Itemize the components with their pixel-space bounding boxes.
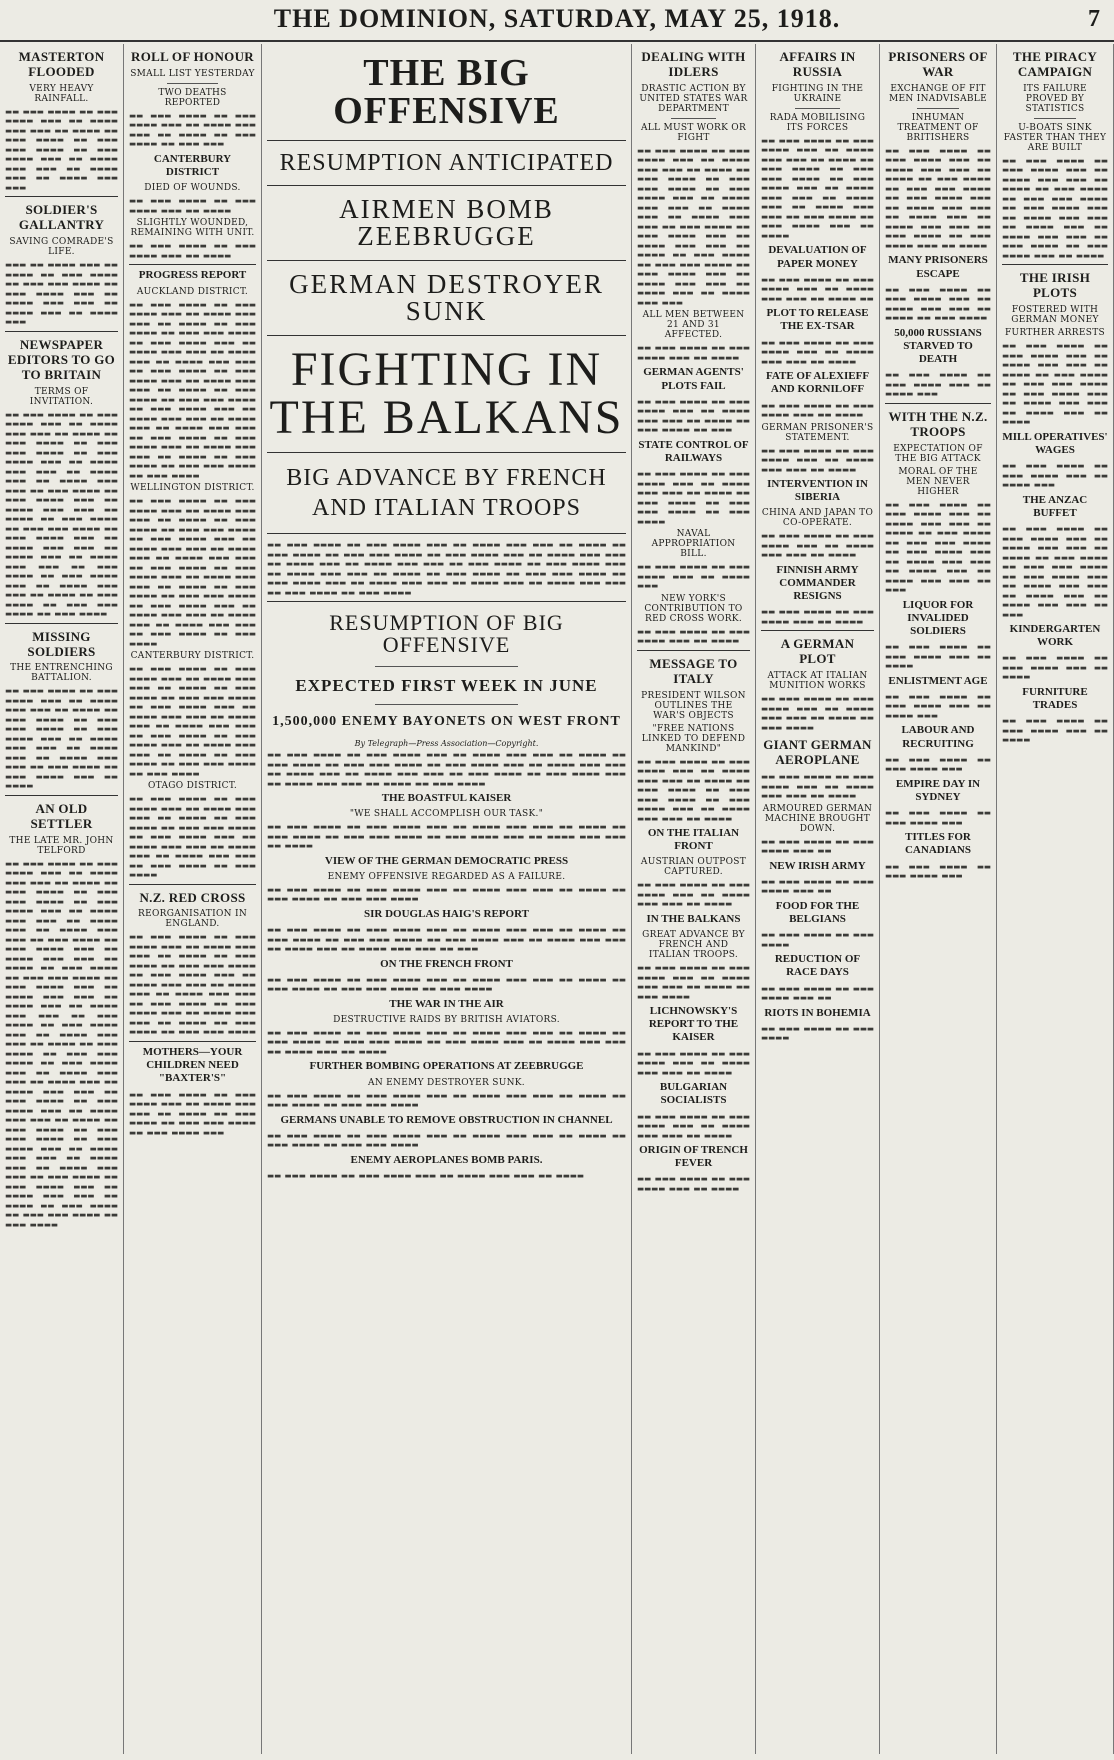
page-number: 7 [1088, 6, 1100, 32]
headline: AN OLD SETTLER [30, 800, 93, 831]
headline: SOLDIER'S GALLANTRY [18, 202, 105, 233]
section-heading: FOOD FOR THE BELGIANS [775, 899, 860, 926]
article-body: ▬▬ ▬▬▬ ▬▬▬▬ ▬▬ ▬▬▬ ▬▬▬▬ ▬▬▬ ▬▬ ▬▬▬▬ ▬▬▬ ▬▬▬ ▬▬ ▬▬▬▬ ▬▬ ▬▬▬ ▬▬▬▬ [761, 694, 874, 732]
headline: N.Z. RED CROSS [139, 889, 246, 905]
section-heading: FINNISH ARMY COMMANDER RESIGNS [776, 563, 859, 603]
article-body: ▬▬ ▬▬▬ ▬▬▬▬ ▬▬ ▬▬▬ ▬▬▬▬ ▬▬▬ ▬▬ ▬▬▬▬ ▬▬▬ ▬▬▬ ▬▬ ▬▬▬▬ ▬▬ ▬▬▬ ▬▬▬▬ ▬▬ ▬▬▬ ▬▬▬ ▬▬▬▬ ▬▬ ▬▬▬ ▬▬▬▬ ▬▬▬ ▬▬ ▬▬▬▬ ▬▬▬ ▬▬▬ ▬▬ ▬▬▬▬ [637, 756, 750, 823]
section-heading: DEVALUATION OF PAPER MONEY [768, 244, 867, 270]
article-body: ▬▬ ▬▬▬ ▬▬▬▬ ▬▬ ▬▬▬ ▬▬▬▬ ▬▬▬ ▬▬ ▬▬▬▬ ▬▬▬ ▬▬▬ ▬▬ ▬▬▬▬ ▬▬ ▬▬▬ ▬▬▬▬ ▬▬ ▬▬▬ ▬▬▬ ▬▬▬▬ ▬▬ ▬▬▬ ▬▬▬▬ ▬▬▬ ▬▬ ▬▬▬▬ ▬▬▬ ▬▬▬ ▬▬ ▬▬▬▬ ▬▬▬ ▬▬ ▬▬▬▬ ▬▬▬ ▬▬▬ ▬▬ ▬▬▬ ▬▬▬▬ ▬▬ ▬▬▬ ▬▬▬▬ ▬▬▬ ▬▬ ▬▬▬▬ ▬▬▬ ▬▬▬ ▬▬ ▬▬▬▬ ▬▬ ▬▬▬ ▬▬▬▬ ▬▬ ▬▬▬ ▬▬▬ ▬▬▬▬ ▬▬ ▬▬▬ ▬▬▬▬ [129, 664, 256, 778]
deck-headline: FIGHTING IN THE BALKANS [269, 343, 624, 444]
article-body: ▬▬ ▬▬▬ ▬▬▬▬ ▬▬ ▬▬▬ ▬▬▬▬ ▬▬▬ ▬▬ ▬▬▬▬ ▬▬▬ [885, 691, 991, 720]
headline: MASTERTON FLOODED [18, 49, 105, 79]
subhead: DIED OF WOUNDS. [144, 183, 241, 194]
section-heading: FATE OF ALEXIEFF AND KORNILOFF [765, 370, 870, 396]
article-body: ▬▬▬ ▬▬ ▬▬▬▬ ▬▬▬ ▬▬ ▬▬▬▬ ▬▬ ▬▬▬ ▬▬▬▬ ▬▬ ▬▬▬ ▬▬▬ ▬▬▬▬ ▬▬ ▬▬▬ ▬▬▬▬ ▬▬▬ ▬▬ ▬▬▬▬ ▬▬▬ ▬▬▬ ▬▬ ▬▬▬▬ ▬▬▬ ▬▬ ▬▬▬▬ ▬▬▬ [5, 260, 118, 327]
deck-headline: EXPECTED FIRST WEEK IN JUNE [295, 676, 598, 695]
subhead: MORAL OF THE MEN NEVER HIGHER [898, 466, 978, 497]
article-body: ▬▬ ▬▬▬ ▬▬▬▬ ▬▬ ▬▬▬ ▬▬▬▬ ▬▬▬ ▬▬ ▬▬▬▬ ▬▬▬ ▬▬▬ ▬▬ ▬▬▬▬ ▬▬ ▬▬▬ ▬▬▬▬ ▬▬ ▬▬▬ ▬▬▬ ▬▬▬▬ ▬▬ ▬▬▬ ▬▬▬▬ ▬▬▬ ▬▬ ▬▬▬▬ ▬▬▬ ▬▬▬ ▬▬ ▬▬▬▬ ▬▬▬ ▬▬ ▬▬▬▬ ▬▬▬ ▬▬▬ ▬▬ ▬▬▬ ▬▬▬▬ ▬▬ ▬▬▬ ▬▬▬▬ ▬▬▬ ▬▬ ▬▬▬▬ [5, 686, 118, 791]
subhead: NEW YORK'S CONTRIBUTION TO RED CROSS WORK. [644, 593, 743, 624]
section-heading: GERMANS UNABLE TO REMOVE OBSTRUCTION IN CHANNEL [280, 1113, 613, 1126]
headline: A GERMAN PLOT [780, 636, 855, 667]
subhead: REORGANISATION IN ENGLAND. [138, 909, 247, 930]
subhead: SLIGHTLY WOUNDED, REMAINING WITH UNIT. [130, 218, 255, 239]
article-body: ▬▬ ▬▬▬ ▬▬▬▬ ▬▬ ▬▬▬ ▬▬▬▬ ▬▬▬ ▬▬ ▬▬▬▬ [637, 1174, 750, 1193]
section-heading: MOTHERS—YOUR CHILDREN NEED "BAXTER'S" [142, 1045, 243, 1085]
subhead: VERY HEAVY RAINFALL. [29, 83, 94, 104]
article-body: ▬▬ ▬▬▬ ▬▬▬▬ ▬▬ ▬▬▬ ▬▬▬▬ ▬▬▬ ▬▬ ▬▬▬▬ [637, 343, 750, 362]
newspaper-title: THE DOMINION, SATURDAY, MAY 25, 1918. [273, 4, 841, 33]
article-body: ▬▬ ▬▬▬ ▬▬▬▬ ▬▬ ▬▬▬ ▬▬▬▬ ▬▬▬ ▬▬ ▬▬▬▬ ▬▬▬ ▬▬▬ ▬▬ ▬▬▬▬ ▬▬ ▬▬▬ ▬▬▬▬ ▬▬ ▬▬▬ ▬▬▬ ▬▬▬▬ ▬▬ ▬▬▬ ▬▬▬▬ ▬▬▬ ▬▬ ▬▬▬▬ ▬▬▬ ▬▬▬ ▬▬ ▬▬▬▬ ▬▬▬ ▬▬ ▬▬▬▬ ▬▬▬ ▬▬▬ ▬▬ ▬▬▬ ▬▬▬▬ ▬▬ ▬▬▬ ▬▬▬▬ ▬▬▬ ▬▬ ▬▬▬▬ ▬▬▬ ▬▬▬ ▬▬ ▬▬▬▬ ▬▬ ▬▬▬ ▬▬▬▬ ▬▬ ▬▬▬ ▬▬▬ ▬▬▬▬ ▬▬ ▬▬▬ ▬▬▬▬ ▬▬▬ ▬▬ ▬▬▬▬ ▬▬▬ ▬▬▬ ▬▬ ▬▬▬▬ ▬▬▬ ▬▬ ▬▬▬▬ ▬▬▬ ▬▬▬ ▬▬ ▬▬▬ ▬▬▬▬ ▬▬ ▬▬▬ ▬▬▬▬ ▬▬▬ ▬▬ ▬▬▬▬ ▬▬▬ ▬▬▬ ▬▬ ▬▬▬▬ ▬▬ ▬▬▬ ▬▬▬▬ ▬▬ ▬▬▬ ▬▬▬ ▬▬▬▬ ▬▬ ▬▬▬ ▬▬▬▬ ▬▬▬ ▬▬ ▬▬▬▬ ▬▬▬ ▬▬▬ ▬▬ ▬▬▬▬ ▬▬▬ ▬▬ ▬▬▬▬ ▬▬▬ ▬▬▬ ▬▬ ▬▬▬ ▬▬▬▬ ▬▬ ▬▬▬ ▬▬▬▬ ▬▬▬ ▬▬ ▬▬▬▬ ▬▬▬ ▬▬▬ ▬▬ ▬▬▬▬ ▬▬ ▬▬▬ ▬▬▬▬ ▬▬ ▬▬▬ ▬▬▬ ▬▬▬▬ ▬▬ ▬▬▬ ▬▬▬▬ ▬▬▬ ▬▬ ▬▬▬▬ ▬▬▬ ▬▬▬ ▬▬ ▬▬▬▬ ▬▬▬ ▬▬ ▬▬▬▬ ▬▬▬ ▬▬▬ ▬▬ ▬▬▬ ▬▬▬▬ ▬▬ ▬▬▬ ▬▬▬▬ ▬▬▬ ▬▬ ▬▬▬▬ ▬▬▬ ▬▬▬ ▬▬ ▬▬▬▬ ▬▬ ▬▬▬ ▬▬▬▬ ▬▬ ▬▬▬ ▬▬▬ ▬▬▬▬ ▬▬ ▬▬▬ ▬▬▬▬ [5, 858, 118, 1229]
article-body: ▬▬ ▬▬▬ ▬▬▬▬ ▬▬ ▬▬▬ ▬▬▬▬ ▬▬▬ ▬▬ ▬▬▬▬ ▬▬▬ ▬▬▬ ▬▬ ▬▬▬▬ [761, 445, 874, 474]
subhead: U-BOATS SINK FASTER THAN THEY ARE BUILT [1003, 122, 1107, 153]
section-heading: THE BOASTFUL KAISER [381, 792, 512, 804]
article-body: ▬▬ ▬▬▬ ▬▬▬▬ ▬▬ ▬▬▬ ▬▬▬▬ ▬▬▬ ▬▬ ▬▬▬▬ ▬▬▬ ▬▬▬ ▬▬ ▬▬▬▬ ▬▬ ▬▬▬ ▬▬▬▬ ▬▬ ▬▬▬ ▬▬▬ ▬▬▬▬ [267, 884, 626, 904]
article-body: ▬▬ ▬▬▬ ▬▬▬▬ ▬▬ ▬▬▬ ▬▬▬▬ ▬▬▬ ▬▬ ▬▬▬▬ ▬▬▬ ▬▬▬ ▬▬ ▬▬▬▬ ▬▬ ▬▬▬ ▬▬▬▬ ▬▬ ▬▬▬ ▬▬▬ ▬▬▬▬ ▬▬ ▬▬▬ ▬▬▬▬ [267, 974, 626, 994]
section-heading: IN THE BALKANS [646, 912, 741, 925]
article-body: ▬▬ ▬▬▬ ▬▬▬▬ ▬▬ ▬▬▬ ▬▬▬▬ ▬▬▬ ▬▬ ▬▬▬▬ [1002, 716, 1108, 745]
article-body: ▬▬ ▬▬▬ ▬▬▬▬ ▬▬ ▬▬▬ ▬▬▬▬ ▬▬▬ ▬▬ ▬▬▬▬ ▬▬▬ ▬▬▬ ▬▬ ▬▬▬▬ ▬▬ ▬▬▬ ▬▬▬▬ [885, 284, 991, 323]
deck-headline: RESUMPTION OF BIG OFFENSIVE [329, 610, 564, 657]
deck-headline: AIRMEN BOMB ZEEBRUGGE [339, 194, 554, 251]
section-heading: LABOUR AND RECRUITING [901, 724, 975, 750]
article-body: ▬▬ ▬▬▬ ▬▬▬▬ ▬▬ ▬▬▬ ▬▬▬▬ ▬▬▬ ▬▬ ▬▬▬▬ ▬▬▬ ▬▬▬ ▬▬ ▬▬▬▬ ▬▬ ▬▬▬ ▬▬▬▬ ▬▬ ▬▬▬ ▬▬▬ ▬▬▬▬ [267, 1090, 626, 1110]
article-body: ▬▬ ▬▬▬ ▬▬▬▬ ▬▬ ▬▬▬ ▬▬▬▬ ▬▬▬ ▬▬ ▬▬▬▬ [129, 196, 256, 215]
article-body: ▬▬ ▬▬▬ ▬▬▬▬ ▬▬ ▬▬▬ ▬▬▬▬ ▬▬▬ ▬▬ ▬▬▬▬ ▬▬▬ ▬▬▬ ▬▬ ▬▬▬▬ ▬▬ ▬▬▬ ▬▬▬▬ ▬▬ ▬▬▬ ▬▬▬ ▬▬▬▬ ▬▬ ▬▬▬ ▬▬▬▬ ▬▬▬ ▬▬ ▬▬▬▬ ▬▬▬ ▬▬▬ ▬▬ ▬▬▬▬ ▬▬▬ ▬▬ ▬▬▬▬ ▬▬▬ ▬▬▬ ▬▬ ▬▬▬ ▬▬▬▬ ▬▬ ▬▬▬ ▬▬▬▬ ▬▬▬ ▬▬ ▬▬▬▬ ▬▬▬ ▬▬▬ ▬▬ ▬▬▬▬ ▬▬ ▬▬▬ ▬▬▬▬ ▬▬ ▬▬▬ ▬▬▬ ▬▬▬▬ ▬▬ ▬▬▬ ▬▬▬▬ ▬▬▬ ▬▬ ▬▬▬▬ ▬▬▬ ▬▬▬ ▬▬ ▬▬▬▬ ▬▬▬ ▬▬ ▬▬▬▬ ▬▬▬ ▬▬▬ ▬▬ ▬▬▬ ▬▬▬▬ ▬▬ ▬▬▬ ▬▬▬▬ ▬▬▬ ▬▬ ▬▬▬▬ ▬▬▬ ▬▬▬ ▬▬ ▬▬▬▬ ▬▬ ▬▬▬ ▬▬▬▬ ▬▬ ▬▬▬ ▬▬▬ ▬▬▬▬ ▬▬ ▬▬▬ ▬▬▬▬ [129, 299, 256, 480]
article-body: ▬▬ ▬▬▬ ▬▬▬▬ ▬▬ ▬▬▬ ▬▬▬▬ ▬▬▬ ▬▬ ▬▬▬▬ ▬▬▬ ▬▬▬ ▬▬ ▬▬▬▬ ▬▬ ▬▬▬ ▬▬▬▬ ▬▬ ▬▬▬ ▬▬▬ ▬▬▬▬ ▬▬ ▬▬▬ ▬▬▬▬ ▬▬▬ ▬▬ ▬▬▬▬ ▬▬▬ ▬▬▬ ▬▬ ▬▬▬▬ ▬▬▬ ▬▬ ▬▬▬▬ ▬▬▬ ▬▬▬ ▬▬ ▬▬▬ ▬▬▬▬ ▬▬ ▬▬▬ ▬▬▬▬ ▬▬▬ ▬▬ ▬▬▬▬ ▬▬▬ ▬▬▬ ▬▬ ▬▬▬▬ ▬▬ ▬▬▬ ▬▬▬▬ ▬▬ ▬▬▬ ▬▬▬ ▬▬▬▬ ▬▬ ▬▬▬ ▬▬▬▬ ▬▬▬ ▬▬ ▬▬▬▬ ▬▬▬ ▬▬▬ ▬▬ ▬▬▬▬ ▬▬▬ ▬▬ ▬▬▬▬ ▬▬▬ ▬▬▬ [637, 145, 750, 307]
subhead: WELLINGTON DISTRICT. [130, 483, 255, 493]
subhead: RADA MOBILISING ITS FORCES [769, 112, 866, 133]
subhead: FURTHER ARRESTS [1005, 328, 1105, 339]
article-body: ▬▬ ▬▬▬ ▬▬▬▬ ▬▬ ▬▬▬ ▬▬▬▬ ▬▬▬ ▬▬ ▬▬▬▬ ▬▬▬ ▬▬▬ ▬▬ ▬▬▬▬ ▬▬ ▬▬▬ ▬▬▬▬ ▬▬ ▬▬▬ ▬▬▬ ▬▬▬▬ ▬▬ ▬▬▬ ▬▬▬▬ ▬▬▬ ▬▬ ▬▬▬▬ ▬▬▬ ▬▬▬ ▬▬ ▬▬▬▬ ▬▬▬ ▬▬ ▬▬▬▬ ▬▬▬ ▬▬▬ ▬▬ ▬▬▬ ▬▬▬▬ ▬▬ ▬▬▬ ▬▬▬▬ [129, 794, 256, 879]
article-body: ▬▬ ▬▬▬ ▬▬▬▬ ▬▬ ▬▬▬ ▬▬▬▬ [761, 1023, 874, 1043]
subhead: ENEMY OFFENSIVE REGARDED AS A FAILURE. [327, 871, 566, 882]
subhead: "FREE NATIONS LINKED TO DEFEND MANKIND" [641, 723, 746, 754]
article-body: ▬▬ ▬▬▬ ▬▬▬▬ ▬▬ ▬▬▬ ▬▬▬▬ ▬▬▬ ▬▬ ▬▬▬▬ ▬▬▬ ▬▬▬ ▬▬ ▬▬▬▬ ▬▬ ▬▬▬ ▬▬▬▬ ▬▬ ▬▬▬ ▬▬▬ ▬▬▬▬ ▬▬ ▬▬▬ ▬▬▬▬ ▬▬▬ ▬▬ ▬▬▬▬ ▬▬▬ ▬▬▬ ▬▬ ▬▬▬▬ ▬▬▬ ▬▬ ▬▬▬▬ ▬▬▬ ▬▬▬ ▬▬ ▬▬▬ ▬▬▬▬ ▬▬ ▬▬▬ ▬▬▬▬ ▬▬▬ ▬▬ ▬▬▬▬ ▬▬▬ ▬▬▬ ▬▬ ▬▬▬▬ ▬▬ ▬▬▬ ▬▬▬▬ ▬▬ ▬▬▬ ▬▬▬ ▬▬▬▬ [129, 932, 256, 1037]
headline: GIANT GERMAN AEROPLANE [763, 737, 872, 768]
section-heading: NEW IRISH ARMY [769, 859, 866, 872]
section-heading: ORIGIN OF TRENCH FEVER [639, 1144, 748, 1170]
article-body: ▬▬ ▬▬▬ ▬▬▬▬ ▬▬ ▬▬▬ ▬▬▬▬ ▬▬▬ ▬▬ ▬▬▬▬ ▬▬▬ ▬▬▬ ▬▬ ▬▬▬▬ ▬▬ ▬▬▬ ▬▬▬▬ ▬▬ ▬▬▬ ▬▬▬ ▬▬▬▬ ▬▬ ▬▬▬ ▬▬▬▬ ▬▬▬ ▬▬ ▬▬▬▬ ▬▬▬ ▬▬▬ ▬▬ ▬▬▬▬ ▬▬▬ ▬▬ ▬▬▬▬ ▬▬▬ ▬▬▬ ▬▬ ▬▬▬ [885, 499, 991, 595]
article-body: ▬▬ ▬▬▬ ▬▬▬▬ ▬▬ ▬▬▬ ▬▬▬▬ ▬▬▬ ▬▬ ▬▬▬▬ [761, 607, 874, 626]
article-body: ▬▬ ▬▬▬ ▬▬▬▬ ▬▬ ▬▬▬ ▬▬▬▬ ▬▬▬ ▬▬ [761, 983, 874, 1003]
subhead: THE LATE MR. JOHN TELFORD [9, 835, 114, 856]
section-heading: PLOT TO RELEASE THE EX-TSAR [766, 307, 869, 333]
section-heading: LIQUOR FOR INVALIDED SOLDIERS [902, 598, 974, 638]
headline: MISSING SOLDIERS [27, 628, 96, 659]
subhead: SAVING COMRADE'S LIFE. [9, 237, 114, 258]
center-front [262, 44, 632, 1754]
headline: THE PIRACY CAMPAIGN [1012, 49, 1098, 79]
article-body: ▬▬ ▬▬▬ ▬▬▬▬ ▬▬ ▬▬▬ ▬▬▬▬ ▬▬▬ ▬▬ ▬▬▬▬ ▬▬▬ ▬▬▬ ▬▬ ▬▬▬▬ ▬▬ ▬▬▬ ▬▬▬▬ ▬▬ ▬▬▬ ▬▬▬ ▬▬▬▬ ▬▬ ▬▬▬ ▬▬▬▬ ▬▬▬ [129, 1089, 256, 1137]
subhead: FOSTERED WITH GERMAN MONEY [1011, 305, 1099, 326]
subhead: INHUMAN TREATMENT OF BRITISHERS [897, 112, 979, 143]
subhead: ARMOURED GERMAN MACHINE BROUGHT DOWN. [762, 803, 873, 834]
article-body: ▬▬ ▬▬▬ ▬▬▬▬ ▬▬ ▬▬▬ ▬▬▬▬ ▬▬▬ ▬▬ ▬▬▬▬ ▬▬▬ ▬▬▬ ▬▬ ▬▬▬▬ ▬▬ ▬▬▬ ▬▬▬▬ ▬▬ ▬▬▬ [637, 396, 750, 435]
article-body: ▬▬ ▬▬▬ ▬▬▬▬ ▬▬ ▬▬▬ ▬▬▬▬ ▬▬▬ ▬▬ ▬▬▬▬ ▬▬▬ ▬▬▬ ▬▬ ▬▬▬▬ [761, 337, 874, 366]
headline: MESSAGE TO ITALY [649, 655, 738, 686]
section-heading: THE ANZAC BUFFET [1022, 493, 1088, 519]
section-heading: ENEMY AEROPLANES BOMB PARIS. [350, 1153, 543, 1166]
subhead: EXCHANGE OF FIT MEN INADVISABLE [889, 83, 987, 104]
section-heading: ON THE FRENCH FRONT [380, 957, 513, 970]
article-body: ▬▬ ▬▬▬ ▬▬▬▬ ▬▬ ▬▬▬ ▬▬▬▬ ▬▬▬ ▬▬ ▬▬▬▬ ▬▬▬ ▬▬▬ ▬▬ ▬▬▬▬ ▬▬ ▬▬▬ ▬▬▬▬ ▬▬ ▬▬▬ ▬▬▬ ▬▬▬▬ ▬▬ ▬▬▬ ▬▬▬▬ ▬▬▬ ▬▬ ▬▬▬▬ ▬▬▬ ▬▬▬ ▬▬ ▬▬▬▬ ▬▬▬ ▬▬ ▬▬▬▬ [267, 1027, 626, 1056]
subhead: OTAGO DISTRICT. [147, 781, 237, 791]
article-body: ▬▬ ▬▬▬ ▬▬▬▬ ▬▬ ▬▬▬ ▬▬▬▬ ▬▬▬ ▬▬ ▬▬▬▬ [1002, 653, 1108, 682]
article-body: ▬▬ ▬▬▬ ▬▬▬▬ ▬▬ ▬▬▬ ▬▬▬▬ ▬▬▬ ▬▬ ▬▬▬▬ ▬▬▬ ▬▬▬ ▬▬ ▬▬▬▬ [637, 880, 750, 909]
section-heading: MANY PRISONERS ESCAPE [888, 254, 988, 280]
section-heading: 50,000 RUSSIANS STARVED TO DEATH [894, 326, 982, 366]
article-body: ▬▬ ▬▬▬ ▬▬▬▬ ▬▬ ▬▬▬ ▬▬▬▬ ▬▬▬ [885, 808, 991, 827]
article-body: ▬▬ ▬▬▬ ▬▬▬▬ ▬▬ ▬▬▬ ▬▬▬▬ ▬▬▬ ▬▬ ▬▬▬▬ ▬▬▬ ▬▬▬ ▬▬ ▬▬▬▬ ▬▬ ▬▬▬ ▬▬▬▬ ▬▬ ▬▬▬ ▬▬▬ [129, 110, 256, 149]
article-body: ▬▬ ▬▬▬ ▬▬▬▬ ▬▬ ▬▬▬ ▬▬▬▬ ▬▬▬ ▬▬ ▬▬▬▬ ▬▬▬ ▬▬▬ ▬▬ ▬▬▬▬ ▬▬ ▬▬▬ ▬▬▬▬ ▬▬ ▬▬▬ ▬▬▬ ▬▬▬▬ ▬▬ ▬▬▬ ▬▬▬▬ ▬▬▬ ▬▬ ▬▬▬▬ ▬▬▬ ▬▬▬ ▬▬ ▬▬▬▬ ▬▬▬ ▬▬ ▬▬▬▬ ▬▬▬ ▬▬▬ ▬▬ ▬▬▬ ▬▬▬▬ ▬▬ ▬▬▬ ▬▬▬▬ ▬▬▬ ▬▬ ▬▬▬▬ ▬▬▬ ▬▬▬ ▬▬ ▬▬▬▬ ▬▬ ▬▬▬ ▬▬▬▬ [267, 750, 626, 788]
article-body: ▬▬ ▬▬▬ ▬▬▬▬ ▬▬ ▬▬▬ ▬▬▬▬ ▬▬▬ ▬▬ ▬▬▬▬ ▬▬▬ ▬▬▬ ▬▬ ▬▬▬▬ ▬▬ ▬▬▬ ▬▬▬▬ ▬▬ ▬▬▬ ▬▬▬ ▬▬▬▬ ▬▬ ▬▬▬ ▬▬▬▬ ▬▬▬ ▬▬ ▬▬▬▬ ▬▬▬ ▬▬▬ ▬▬ ▬▬▬▬ [267, 822, 626, 851]
column-7 [880, 44, 997, 1754]
section-heading: SIR DOUGLAS HAIG'S REPORT [364, 907, 529, 920]
subhead: CANTERBURY DISTRICT. [130, 651, 255, 661]
article-body: ▬▬ ▬▬▬ ▬▬▬▬ ▬▬ ▬▬▬ ▬▬▬▬ ▬▬▬ ▬▬ ▬▬▬▬ ▬▬▬ ▬▬▬ ▬▬ ▬▬▬▬ [761, 772, 874, 801]
section-heading: FURNITURE TRADES [1022, 685, 1088, 712]
subhead: GREAT ADVANCE BY FRENCH AND ITALIAN TROOPS. [642, 930, 745, 961]
subhead: ALL MUST WORK OR FIGHT [640, 122, 747, 143]
article-body: ▬▬ ▬▬▬ ▬▬▬▬ ▬▬ ▬▬▬ ▬▬▬▬ ▬▬▬ [885, 861, 991, 881]
section-heading: KINDERGARTEN WORK [1009, 623, 1101, 649]
article-body: ▬▬ ▬▬▬ ▬▬▬▬ ▬▬ ▬▬▬ ▬▬▬▬ ▬▬▬ ▬▬ ▬▬▬▬ ▬▬▬ ▬▬▬ ▬▬ ▬▬▬▬ ▬▬ ▬▬▬ ▬▬▬▬ ▬▬ ▬▬▬ ▬▬▬ ▬▬▬▬ ▬▬ ▬▬▬ ▬▬▬▬ ▬▬▬ ▬▬ ▬▬▬▬ ▬▬▬ ▬▬▬ ▬▬ ▬▬▬▬ ▬▬▬ ▬▬ ▬▬▬▬ ▬▬▬ ▬▬▬ [5, 106, 118, 192]
section-heading: INTERVENTION IN SIBERIA [767, 478, 868, 504]
subhead: PRESIDENT WILSON OUTLINES THE WAR'S OBJECTS [641, 690, 746, 721]
section-heading: VIEW OF THE GERMAN DEMOCRATIC PRESS [324, 854, 569, 867]
subhead: NAVAL APPROPRIATION BILL. [651, 529, 736, 560]
headline: ROLL OF HONOUR [131, 49, 254, 64]
section-heading: STATE CONTROL OF RAILWAYS [638, 438, 749, 464]
column-5 [632, 44, 756, 1754]
article-body: ▬▬ ▬▬▬ ▬▬▬▬ ▬▬ ▬▬▬ ▬▬▬▬ ▬▬▬ ▬▬ ▬▬▬▬ [885, 642, 991, 671]
subhead: DRASTIC ACTION BY UNITED STATES WAR DEPARTMENT [639, 83, 748, 114]
column-8 [997, 44, 1114, 1754]
article-body: ▬▬ ▬▬▬ ▬▬▬▬ ▬▬ ▬▬▬ ▬▬▬▬ ▬▬▬ ▬▬ ▬▬▬▬ ▬▬▬ ▬▬▬ ▬▬ ▬▬▬▬ ▬▬ ▬▬▬ ▬▬▬▬ ▬▬ ▬▬▬ ▬▬▬ ▬▬▬▬ ▬▬ ▬▬▬ ▬▬▬▬ ▬▬▬ ▬▬ ▬▬▬▬ ▬▬▬ ▬▬▬ ▬▬ ▬▬▬▬ ▬▬▬ ▬▬ ▬▬▬▬ ▬▬▬ ▬▬▬ ▬▬ ▬▬▬ ▬▬▬▬ ▬▬ ▬▬▬ ▬▬▬▬ ▬▬▬ ▬▬ ▬▬▬▬ [885, 145, 991, 250]
headline: AFFAIRS IN RUSSIA [779, 49, 856, 79]
article-body: ▬▬ ▬▬▬ ▬▬▬▬ ▬▬ ▬▬▬ ▬▬▬▬ ▬▬▬ ▬▬ ▬▬▬▬ ▬▬▬ ▬▬▬ ▬▬ ▬▬▬▬ ▬▬ ▬▬▬ ▬▬▬▬ ▬▬ ▬▬▬ ▬▬▬ ▬▬▬▬ ▬▬ ▬▬▬ ▬▬▬▬ ▬▬▬ ▬▬ ▬▬▬▬ ▬▬▬ ▬▬▬ ▬▬ ▬▬▬▬ ▬▬▬ ▬▬ ▬▬▬▬ ▬▬▬ ▬▬▬ ▬▬ ▬▬▬ ▬▬▬▬ ▬▬ ▬▬▬ ▬▬▬▬ ▬▬▬ ▬▬ ▬▬▬▬ [1002, 155, 1108, 260]
headline: THE IRISH PLOTS [1019, 270, 1091, 301]
article-body: ▬▬ ▬▬▬ ▬▬▬▬ ▬▬ ▬▬▬ ▬▬▬▬ ▬▬▬ ▬▬ ▬▬▬▬ ▬▬▬ [885, 370, 991, 399]
article-body: ▬▬ ▬▬▬ ▬▬▬▬ ▬▬ ▬▬▬ ▬▬▬▬ ▬▬▬ ▬▬ ▬▬▬▬ ▬▬▬ ▬▬▬ ▬▬ ▬▬▬▬ ▬▬ ▬▬▬ ▬▬▬▬ ▬▬ ▬▬▬ ▬▬▬ ▬▬▬▬ [267, 1130, 626, 1150]
section-heading: PROGRESS REPORT [138, 269, 247, 282]
subhead: ITS FAILURE PROVED BY STATISTICS [1023, 83, 1087, 114]
article-body: ▬▬ ▬▬▬ ▬▬▬▬ ▬▬ ▬▬▬ ▬▬▬▬ ▬▬▬ ▬▬ ▬▬▬▬ ▬▬▬ ▬▬▬ ▬▬ ▬▬▬▬ ▬▬ ▬▬▬ ▬▬▬▬ ▬▬ ▬▬▬ ▬▬▬ ▬▬▬▬ ▬▬ ▬▬▬ ▬▬▬▬ ▬▬▬ ▬▬ ▬▬▬▬ ▬▬▬ ▬▬▬ ▬▬ ▬▬▬▬ ▬▬▬ ▬▬ ▬▬▬▬ ▬▬▬ ▬▬▬ ▬▬ ▬▬▬ [267, 925, 626, 954]
headline: DEALING WITH IDLERS [641, 49, 746, 79]
byline: By Telegraph—Press Association—Copyright. [354, 739, 539, 748]
article-body: ▬▬ ▬▬▬ ▬▬▬▬ ▬▬ ▬▬▬ ▬▬▬▬ ▬▬▬ [885, 754, 991, 774]
subhead: EXPECTATION OF THE BIG ATTACK [893, 443, 983, 464]
section-heading: BULGARIAN SOCIALISTS [659, 1081, 728, 1107]
subhead: ALL MEN BETWEEN 21 AND 31 AFFECTED. [642, 310, 745, 341]
article-body: ▬▬ ▬▬▬ ▬▬▬▬ ▬▬ ▬▬▬ ▬▬▬▬ ▬▬▬ ▬▬ ▬▬▬▬ ▬▬▬ ▬▬▬ ▬▬ ▬▬▬▬ ▬▬ ▬▬▬ ▬▬▬▬ ▬▬ ▬▬▬ ▬▬▬ ▬▬▬▬ ▬▬ ▬▬▬ ▬▬▬▬ ▬▬▬ ▬▬ ▬▬▬▬ ▬▬▬ ▬▬▬ ▬▬ ▬▬▬▬ ▬▬▬ ▬▬ ▬▬▬▬ [1002, 341, 1108, 427]
subhead: DESTRUCTIVE RAIDS BY BRITISH AVIATORS. [333, 1014, 560, 1025]
article-body: ▬▬ ▬▬▬ ▬▬▬▬ ▬▬ ▬▬▬ ▬▬▬▬ ▬▬▬ ▬▬ ▬▬▬▬ ▬▬▬ ▬▬▬ ▬▬ ▬▬▬▬ ▬▬ ▬▬▬ ▬▬▬▬ ▬▬ ▬▬▬ ▬▬▬ ▬▬▬▬ ▬▬ ▬▬▬ ▬▬▬▬ ▬▬▬ ▬▬ ▬▬▬▬ ▬▬▬ ▬▬▬ ▬▬ ▬▬▬▬ ▬▬▬ ▬▬ ▬▬▬▬ ▬▬▬ ▬▬▬ ▬▬ ▬▬▬ ▬▬▬▬ ▬▬ ▬▬▬ ▬▬▬▬ ▬▬▬ ▬▬ ▬▬▬▬ ▬▬▬ ▬▬▬ ▬▬ ▬▬▬▬ ▬▬ ▬▬▬ ▬▬▬▬ ▬▬ ▬▬▬ ▬▬▬ ▬▬▬▬ ▬▬ ▬▬▬ ▬▬▬▬ ▬▬▬ ▬▬ ▬▬▬▬ ▬▬▬ ▬▬▬ ▬▬ ▬▬▬▬ ▬▬▬ ▬▬ ▬▬▬▬ ▬▬▬ ▬▬▬ ▬▬ ▬▬▬ ▬▬▬▬ ▬▬ ▬▬▬ ▬▬▬▬ ▬▬▬ ▬▬ ▬▬▬▬ ▬▬▬ ▬▬▬ ▬▬ ▬▬▬▬ ▬▬ ▬▬▬ ▬▬▬▬ ▬▬ ▬▬▬ ▬▬▬ ▬▬▬▬ ▬▬ ▬▬▬ ▬▬▬▬ [5, 409, 118, 619]
headline: PRISONERS OF WAR [888, 49, 988, 79]
deck-headline: GERMAN DESTROYER SUNK [289, 269, 604, 326]
deck-headline: 1,500,000 ENEMY BAYONETS ON WEST FRONT [272, 714, 621, 729]
section-heading: ENLISTMENT AGE [888, 674, 988, 687]
section-heading: MILL OPERATIVES' WAGES [1002, 430, 1108, 456]
section-heading: LICHNOWSKY'S REPORT TO THE KAISER [648, 1005, 739, 1044]
article-body: ▬▬ ▬▬▬ ▬▬▬▬ ▬▬ ▬▬▬ ▬▬▬▬ ▬▬▬ ▬▬ ▬▬▬▬ ▬▬▬ ▬▬▬ ▬▬ ▬▬▬▬ [637, 1111, 750, 1140]
article-body: ▬▬ ▬▬▬ ▬▬▬▬ ▬▬ ▬▬▬ ▬▬▬▬ ▬▬▬ ▬▬ ▬▬▬▬ ▬▬▬ ▬▬▬ ▬▬ ▬▬▬▬ [637, 1048, 750, 1077]
subhead: TWO DEATHS REPORTED [158, 87, 227, 108]
subhead: AUSTRIAN OUTPOST CAPTURED. [640, 857, 747, 878]
headline: WITH THE N.Z. TROOPS [888, 408, 988, 439]
deck-headline: BIG ADVANCE BY FRENCH AND ITALIAN TROOPS [286, 465, 607, 521]
subhead: CHINA AND JAPAN TO CO-OPERATE. [761, 508, 874, 529]
article-body: ▬▬ ▬▬▬ ▬▬▬▬ ▬▬ ▬▬▬ ▬▬▬▬ [761, 930, 874, 949]
article-body: ▬▬ ▬▬▬ ▬▬▬▬ ▬▬ ▬▬▬ ▬▬▬▬ ▬▬▬ ▬▬ ▬▬▬▬ ▬▬▬ [1002, 461, 1108, 490]
subhead: ATTACK AT ITALIAN MUNITION WORKS [767, 671, 868, 692]
deck-headline: RESUMPTION ANTICIPATED [279, 150, 614, 176]
subhead: THE ENTRENCHING BATTALION. [10, 663, 113, 684]
subhead: SMALL LIST YESTERDAY [130, 68, 255, 79]
article-body: ▬▬ ▬▬▬ ▬▬▬▬ ▬▬ ▬▬▬ ▬▬▬▬ ▬▬▬ ▬▬ ▬▬▬▬ ▬▬▬ ▬▬▬ ▬▬ ▬▬▬▬ [267, 1171, 584, 1180]
article-body: ▬▬ ▬▬▬ ▬▬▬▬ ▬▬ ▬▬▬ ▬▬▬▬ ▬▬▬ ▬▬ ▬▬▬▬ ▬▬▬ ▬▬▬ ▬▬ ▬▬▬▬ ▬▬ ▬▬▬ ▬▬▬▬ ▬▬ ▬▬▬ ▬▬▬ ▬▬▬▬ ▬▬ ▬▬▬ ▬▬▬▬ ▬▬▬ ▬▬ ▬▬▬▬ ▬▬▬ ▬▬▬ ▬▬ ▬▬▬▬ ▬▬▬ ▬▬ ▬▬▬▬ ▬▬▬ ▬▬▬ ▬▬ ▬▬▬ ▬▬▬▬ ▬▬ ▬▬▬ ▬▬▬▬ ▬▬▬ ▬▬ ▬▬▬▬ [761, 135, 874, 240]
subhead: AN ENEMY DESTROYER SUNK. [368, 1077, 525, 1088]
section-heading: ON THE ITALIAN FRONT [647, 827, 740, 853]
subhead: AUCKLAND DISTRICT. [136, 286, 249, 297]
section-heading: REDUCTION OF RACE DAYS [774, 953, 861, 979]
article-body: ▬▬ ▬▬▬ ▬▬▬▬ ▬▬ ▬▬▬ ▬▬▬▬ ▬▬▬ ▬▬ ▬▬▬▬ [129, 241, 256, 260]
section-heading: CANTERBURY DISTRICT [153, 152, 232, 179]
section-heading: FURTHER BOMBING OPERATIONS AT ZEEBRUGGE [309, 1060, 584, 1073]
headline: NEWSPAPER EDITORS TO GO TO BRITAIN [7, 336, 116, 382]
article-body: ▬▬ ▬▬▬ ▬▬▬▬ ▬▬ ▬▬▬ ▬▬▬▬ ▬▬▬ ▬▬ [761, 836, 874, 856]
article-body: ▬▬ ▬▬▬ ▬▬▬▬ ▬▬ ▬▬▬ ▬▬▬▬ ▬▬▬ ▬▬ ▬▬▬▬ ▬▬▬ ▬▬▬ ▬▬ ▬▬▬▬ ▬▬ [761, 274, 874, 303]
article-body: ▬▬ ▬▬▬ ▬▬▬▬ ▬▬ ▬▬▬ ▬▬▬▬ ▬▬▬ ▬▬ ▬▬▬▬ [637, 626, 750, 646]
article-body: ▬▬ ▬▬▬ ▬▬▬▬ ▬▬ ▬▬▬ ▬▬▬▬ ▬▬▬ ▬▬ ▬▬▬▬ ▬▬▬ [637, 562, 750, 591]
section-heading: EMPIRE DAY IN SYDNEY [895, 777, 981, 803]
article-body: ▬▬ ▬▬▬ ▬▬▬▬ ▬▬ ▬▬▬ ▬▬▬▬ ▬▬▬ ▬▬ ▬▬▬▬ [761, 400, 874, 419]
article-body: ▬▬ ▬▬▬ ▬▬▬▬ ▬▬ ▬▬▬ ▬▬▬▬ ▬▬▬ ▬▬ ▬▬▬▬ ▬▬▬ ▬▬▬ ▬▬ ▬▬▬▬ [761, 531, 874, 560]
column-1 [0, 44, 124, 1754]
subhead: GERMAN PRISONER'S STATEMENT. [761, 422, 874, 443]
article-body: ▬▬ ▬▬▬ ▬▬▬▬ ▬▬ ▬▬▬ ▬▬▬▬ ▬▬▬ ▬▬ ▬▬▬▬ ▬▬▬ ▬▬▬ ▬▬ ▬▬▬▬ ▬▬ ▬▬▬ ▬▬▬▬ ▬▬ ▬▬▬ ▬▬▬ ▬▬▬▬ ▬▬ ▬▬▬ ▬▬▬▬ [637, 469, 750, 526]
column-6 [756, 44, 880, 1754]
main-headline: THE BIG OFFENSIVE [333, 52, 560, 132]
column-2 [124, 44, 262, 1754]
subhead: TERMS OF INVITATION. [29, 386, 94, 407]
article-body: ▬▬ ▬▬▬ ▬▬▬▬ ▬▬ ▬▬▬ ▬▬▬▬ ▬▬▬ ▬▬ ▬▬▬▬ ▬▬▬ ▬▬▬ ▬▬ ▬▬▬▬ ▬▬ ▬▬▬ ▬▬▬▬ ▬▬ ▬▬▬ ▬▬▬ ▬▬▬▬ ▬▬ ▬▬▬ ▬▬▬▬ ▬▬▬ ▬▬ ▬▬▬▬ ▬▬▬ ▬▬▬ ▬▬ ▬▬▬▬ ▬▬▬ ▬▬ ▬▬▬▬ ▬▬▬ ▬▬▬ ▬▬ ▬▬▬ ▬▬▬▬ ▬▬ ▬▬▬ ▬▬▬▬ ▬▬▬ ▬▬ ▬▬▬▬ ▬▬▬ ▬▬▬ ▬▬ ▬▬▬▬ ▬▬ ▬▬▬ ▬▬▬▬ ▬▬ ▬▬▬ ▬▬▬ ▬▬▬▬ ▬▬ ▬▬▬ ▬▬▬▬ ▬▬▬ ▬▬ ▬▬▬▬ ▬▬▬ ▬▬▬ ▬▬ ▬▬▬▬ ▬▬▬ ▬▬ ▬▬▬▬ ▬▬▬ ▬▬▬ ▬▬ ▬▬▬ ▬▬▬▬ ▬▬ ▬▬▬ ▬▬▬▬ [267, 540, 626, 597]
subhead: "WE SHALL ACCOMPLISH OUR TASK." [349, 809, 544, 820]
section-heading: GERMAN AGENTS' PLOTS FAIL [643, 366, 744, 392]
section-heading: THE WAR IN THE AIR [389, 997, 504, 1010]
article-body: ▬▬ ▬▬▬ ▬▬▬▬ ▬▬ ▬▬▬ ▬▬▬▬ ▬▬▬ ▬▬ ▬▬▬▬ ▬▬▬ ▬▬▬ ▬▬ ▬▬▬▬ ▬▬ ▬▬▬ ▬▬▬▬ [637, 963, 750, 1001]
subhead: FIGHTING IN THE UKRAINE [771, 83, 864, 104]
article-body: ▬▬ ▬▬▬ ▬▬▬▬ ▬▬ ▬▬▬ ▬▬▬▬ ▬▬▬ ▬▬ ▬▬▬▬ ▬▬▬ ▬▬▬ ▬▬ ▬▬▬▬ ▬▬ ▬▬▬ ▬▬▬▬ ▬▬ ▬▬▬ ▬▬▬ ▬▬▬▬ ▬▬ ▬▬▬ ▬▬▬▬ ▬▬▬ ▬▬ ▬▬▬▬ ▬▬▬ ▬▬▬ ▬▬ ▬▬▬▬ ▬▬▬ ▬▬ ▬▬▬▬ ▬▬▬ ▬▬▬ ▬▬ ▬▬▬ [1002, 524, 1108, 619]
article-body: ▬▬ ▬▬▬ ▬▬▬▬ ▬▬ ▬▬▬ ▬▬▬▬ ▬▬▬ ▬▬ [761, 876, 874, 896]
section-heading: TITLES FOR CANADIANS [904, 831, 971, 857]
article-body: ▬▬ ▬▬▬ ▬▬▬▬ ▬▬ ▬▬▬ ▬▬▬▬ ▬▬▬ ▬▬ ▬▬▬▬ ▬▬▬ ▬▬▬ ▬▬ ▬▬▬▬ ▬▬ ▬▬▬ ▬▬▬▬ ▬▬ ▬▬▬ ▬▬▬ ▬▬▬▬ ▬▬ ▬▬▬ ▬▬▬▬ ▬▬▬ ▬▬ ▬▬▬▬ ▬▬▬ ▬▬▬ ▬▬ ▬▬▬▬ ▬▬▬ ▬▬ ▬▬▬▬ ▬▬▬ ▬▬▬ ▬▬ ▬▬▬ ▬▬▬▬ ▬▬ ▬▬▬ ▬▬▬▬ ▬▬▬ ▬▬ ▬▬▬▬ ▬▬▬ ▬▬▬ ▬▬ ▬▬▬▬ ▬▬ ▬▬▬ ▬▬▬▬ ▬▬ ▬▬▬ ▬▬▬ ▬▬▬▬ ▬▬ ▬▬▬ ▬▬▬▬ ▬▬▬ ▬▬ ▬▬▬▬ ▬▬▬ ▬▬▬ ▬▬ ▬▬▬▬ ▬▬▬ ▬▬ ▬▬▬▬ ▬▬▬ ▬▬▬ ▬▬ ▬▬▬ ▬▬▬▬ ▬▬ ▬▬▬ ▬▬▬▬ [129, 496, 256, 648]
section-heading: RIOTS IN BOHEMIA [764, 1006, 871, 1019]
masthead [0, 0, 1114, 42]
